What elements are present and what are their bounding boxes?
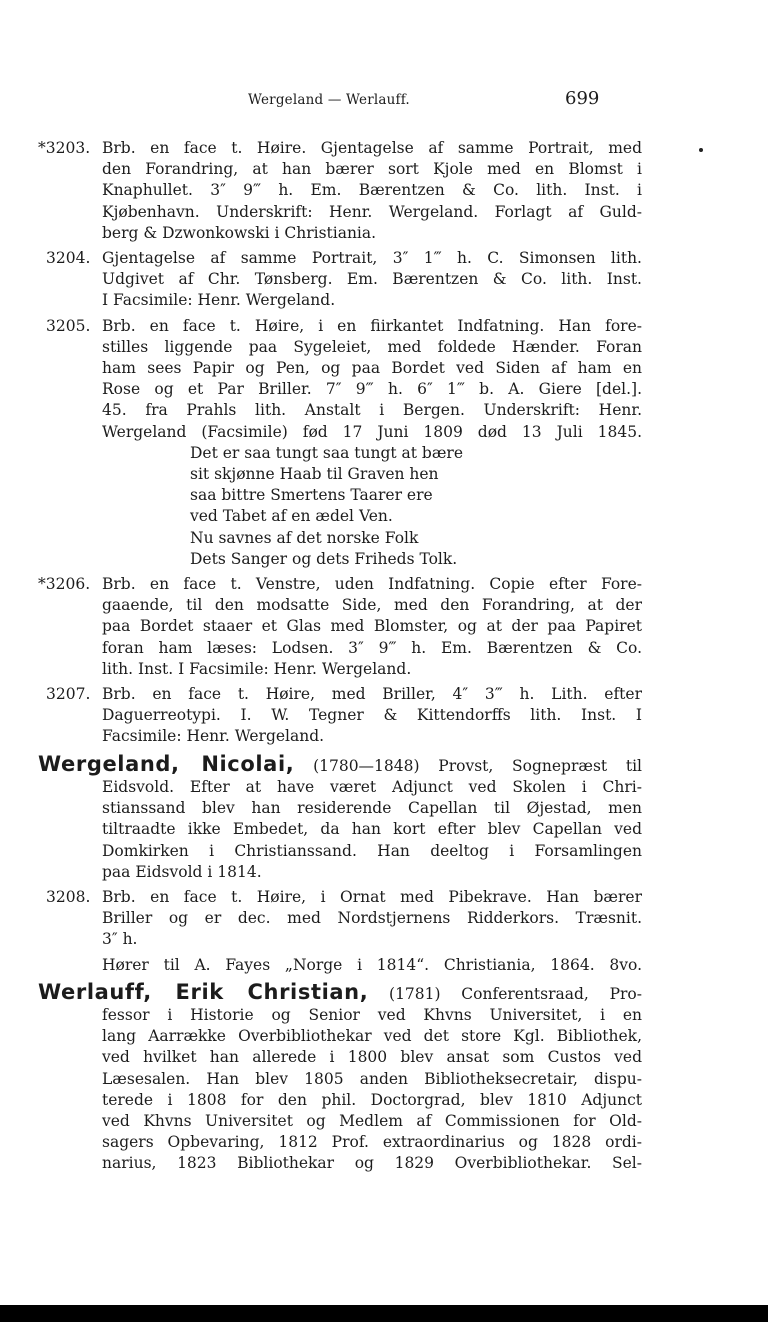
entry-number: 3208.: [46, 887, 91, 906]
entry-line: I Facsimile: Henr. Wergeland.: [102, 291, 336, 310]
entry-line: Kjøbenhavn. Underskrift: Henr. Wergeland. Forlagt af Guld-: [102, 202, 642, 221]
entry-number: *3203.: [38, 139, 91, 157]
entry-line: stilles liggende paa Sygeleiet, med foldede Hænder. Foran: [102, 337, 642, 356]
person-line: paa Eidsvold i 1814.: [102, 862, 262, 881]
person-line: narius, 1823 Bibliothekar og 1829 Overbibliothekar. Sel-: [102, 1154, 642, 1173]
person-line: fessor i Historie og Senior ved Khvns Universitet, i en: [102, 1005, 642, 1024]
entry-line: berg & Dzwonkowski i Christiania.: [102, 223, 377, 242]
person-line: stianssand blev han residerende Capellan til Øjestad, men: [102, 799, 642, 818]
entry-line: den Forandring, at han bærer sort Kjole med en Blomst i: [102, 160, 642, 179]
catalog-entry-3208: [38, 887, 642, 951]
entry-line: Rose og et Par Briller. 7″ 9‴ h. 6″ 1‴ b. A. Giere [del.].: [102, 380, 642, 399]
page-number: 699: [565, 88, 600, 109]
entry-number: 3205.: [46, 316, 91, 335]
person-line: sagers Opbevaring, 1812 Prof. extraordinarius og 1828 ordi-: [102, 1133, 642, 1152]
entry-line: Wergeland (Facsimile) fød 17 Juni 1809 død 13 Juli 1845.: [102, 422, 642, 441]
entry-line: Daguerreotypi. I. W. Tegner & Kittendorffs lith. Inst. I: [102, 706, 642, 725]
catalog-entry-3204: [38, 248, 642, 312]
entry-line: Brb. en face t. Venstre, uden Indfatning. Copie efter Fore-: [102, 575, 642, 594]
poem-verse: [102, 443, 642, 570]
entry-line: 3″ h.: [102, 930, 138, 949]
entry-line: lith. Inst. I Facsimile: Henr. Wergeland.: [102, 659, 412, 678]
entry-line: Facsimile: Henr. Wergeland.: [102, 727, 325, 746]
entry-line: ham sees Papir og Pen, og paa Bordet ved Siden af ham en: [102, 359, 642, 378]
person-first-line: [38, 754, 642, 777]
entry-line: 45. fra Prahls lith. Anstalt i Bergen. Underskrift: Henr.: [102, 401, 642, 420]
scan-bottom-edge: [0, 1305, 768, 1322]
source-note: Hører til A. Fayes „Norge i 1814“. Christiania, 1864. 8vo.: [102, 955, 642, 974]
verse-line: Nu savnes af det norske Folk: [190, 528, 419, 547]
person-intro: (1781) Conferentsraad, Pro-: [389, 984, 642, 1003]
ink-speck: [699, 148, 703, 152]
entry-line: Brb. en face t. Høire, med Briller, 4″ 3‴ h. Lith. efter: [102, 685, 642, 704]
entry-line: foran ham læses: Lodsen. 3″ 9‴ h. Em. Bærentzen & Co.: [102, 638, 642, 657]
entry-line: Brb. en face t. Høire, i Ornat med Pibekrave. Han bærer: [102, 887, 642, 906]
person-first-line: [38, 982, 642, 1005]
entry-line: Gjentagelse af samme Portrait, 3″ 1‴ h. C. Simonsen lith.: [102, 249, 642, 268]
person-line: Domkirken i Christianssand. Han deeltog i Forsamlingen: [102, 841, 642, 860]
verse-line: Det er saa tungt saa tungt at bære: [190, 443, 464, 462]
entry-line: Brb. en face t. Høire. Gjentagelse af samme Portrait, med: [102, 139, 642, 157]
entry-number: 3204.: [46, 249, 91, 268]
person-line: tiltraadte ikke Embedet, da han kort efter blev Capellan ved: [102, 820, 642, 839]
verse-line: ved Tabet af en ædel Ven.: [190, 507, 393, 526]
person-entry-nicolai-wergeland: [38, 754, 642, 883]
person-line: ved Khvns Universitet og Medlem af Commissionen for Old-: [102, 1111, 642, 1130]
entry-line: gaaende, til den modsatte Side, med den Forandring, at der: [102, 596, 642, 615]
entry-line: Briller og er dec. med Nordstjernens Ridderkors. Træsnit.: [102, 909, 642, 928]
person-line: Eidsvold. Efter at have været Adjunct ved Skolen i Chri-: [102, 777, 642, 796]
person-line: Læsesalen. Han blev 1805 anden Bibliotheksecretair, dispu-: [102, 1069, 642, 1088]
verse-line: sit skjønne Haab til Graven hen: [190, 465, 439, 484]
entry-line: Udgivet af Chr. Tønsberg. Em. Bærentzen & Co. lith. Inst.: [102, 270, 642, 289]
person-line: lang Aarrække Overbibliothekar ved det store Kgl. Bibliothek,: [102, 1027, 642, 1046]
page-header: [0, 88, 768, 112]
person-line: ved hvilket han allerede i 1800 blev ansat som Custos ved: [102, 1048, 642, 1067]
person-name: Wergeland, Nicolai,: [38, 753, 295, 776]
person-line: terede i 1808 for den phil. Doctorgrad, blev 1810 Adjunct: [102, 1090, 642, 1109]
verse-line: Dets Sanger og dets Friheds Tolk.: [190, 549, 458, 568]
entry-number: *3206.: [38, 575, 91, 594]
person-name: Werlauff, Erik Christian,: [38, 981, 369, 1004]
person-entry-erik-christian-werlauff: [38, 982, 642, 1175]
catalog-entry-3206: [38, 574, 642, 680]
catalog-entry-3203: [38, 138, 642, 244]
running-title: Wergeland — Werlauff.: [248, 92, 410, 108]
catalog-entry-3207: [38, 684, 642, 748]
verse-line: saa bittre Smertens Taarer ere: [190, 486, 433, 505]
person-intro: (1780—1848) Provst, Sognepræst til: [313, 756, 642, 775]
entry-line: Brb. en face t. Høire, i en fiirkantet Indfatning. Han fore-: [102, 316, 642, 335]
page-body: [38, 138, 642, 1179]
entry-number: 3207.: [46, 685, 91, 704]
catalog-entry-3205: [38, 316, 642, 570]
entry-line: Knaphullet. 3″ 9‴ h. Em. Bærentzen & Co. lith. Inst. i: [102, 181, 642, 200]
entry-line: paa Bordet staaer et Glas med Blomster, og at der paa Papiret: [102, 617, 642, 636]
